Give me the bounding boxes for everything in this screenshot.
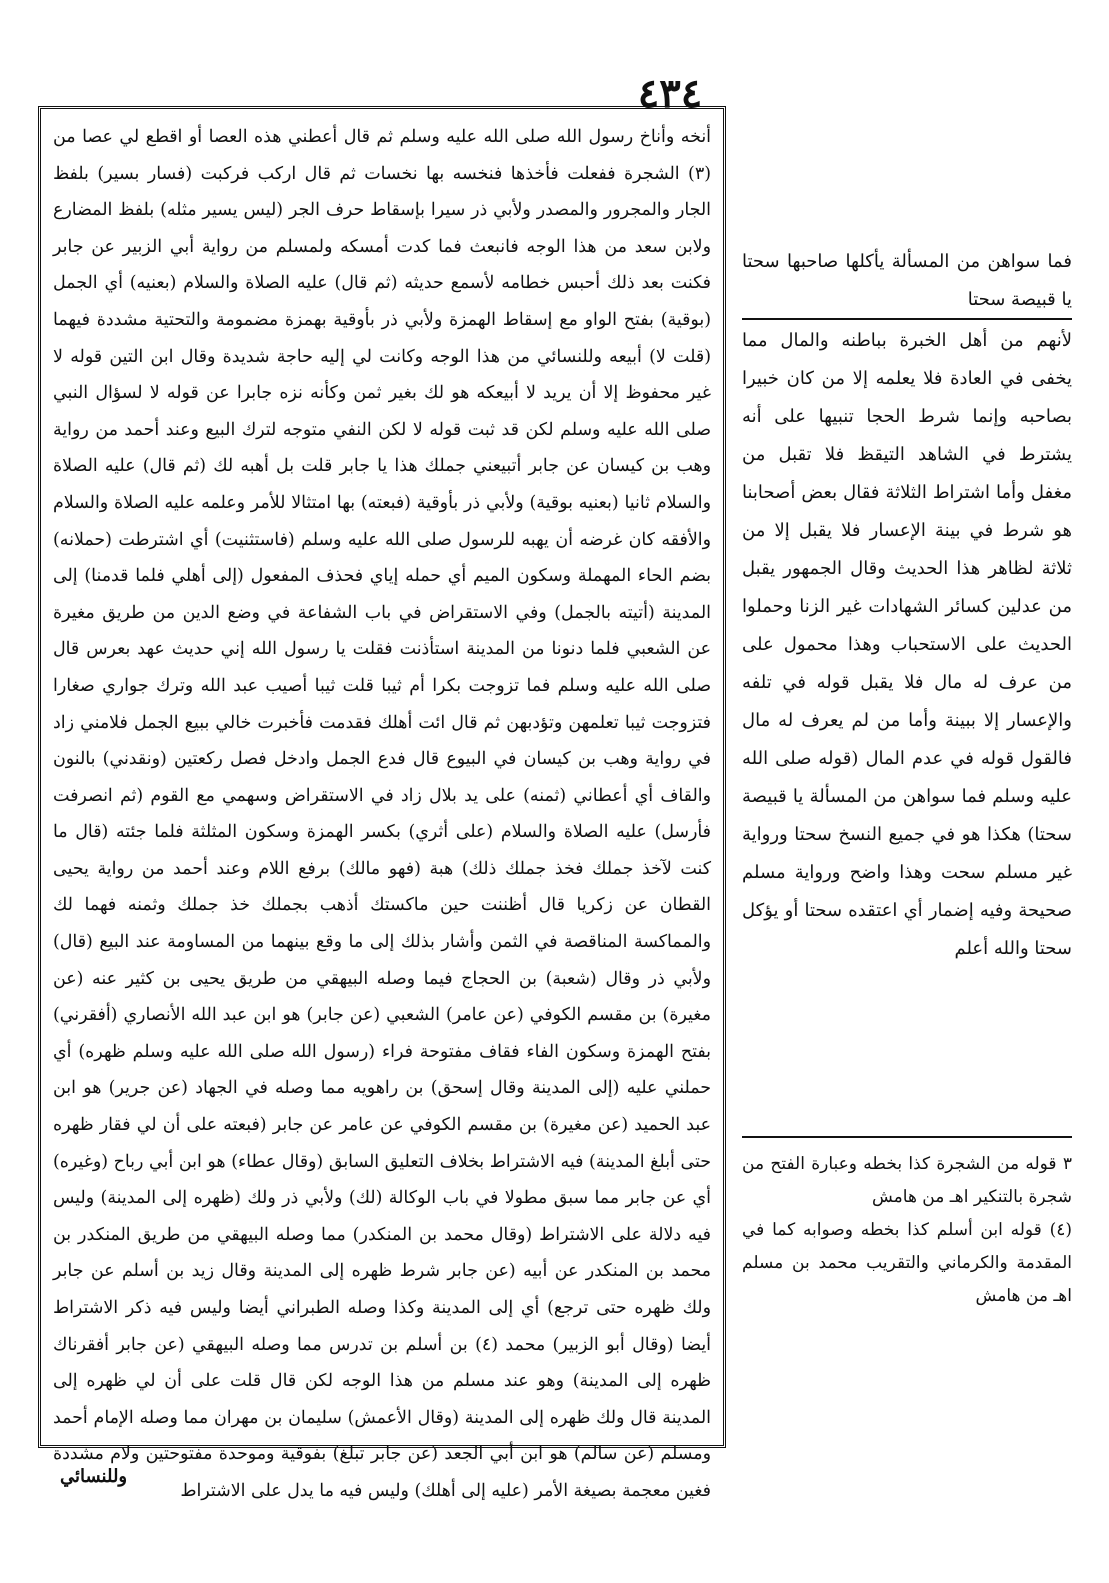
margin-divider (742, 318, 1072, 320)
footnote-4: (٤) قوله ابن أسلم كذا بخطه وصوابه كما في المقدمة والكرماني والتقريب محمد بن مسلم اهـ من هامش (742, 1220, 1072, 1306)
main-paragraph: أنخه وأناخ رسول الله صلى الله عليه وسلم ثم قال أعطني هذه العصا أو اقطع لي عصا من (٣) الشجرة ففعلت فأخذها فنخسه بها نخسات ثم قال اركب فركبت (فسار بسير) بلفظ الجار والمجرور والمصدر ولأبي ذر سيرا بإسقاط حرف الجر (ليس يسير مثله) بلفظ المضارع ولابن سعد من هذا الوجه فانبعث فما كدت أمسكه ولمسلم من رواية أبي الزبير عن جابر فكنت بعد ذلك أحبس خطامه لأسمع حديثه (ثم قال) عليه الصلاة والسلام (بعنيه) أي الجمل (بوقية) بفتح الواو مع إسقاط الهمزة ولأبي ذر بأوقية بهمزة مضمومة والتحتية مشددة فيهما (قلت لا) أبيعه وللنسائي من هذا الوجه وكانت لي إليه حاجة شديدة وقال ابن التين قوله لا غير محفوظ إلا أن يريد لا أبيعكه هو لك بغير ثمن وكأنه نزه جابرا عن قوله لا لسؤال النبي صلى الله عليه وسلم لكن قد ثبت قوله لا لكن النفي متوجه لترك البيع وعند أحمد من رواية وهب بن كيسان عن جابر أتبيعني جملك هذا يا جابر قلت بل أهبه لك (ثم قال) عليه الصلاة والسلام ثانيا (بعنيه بوقية) ولأبي ذر بأوقية (فبعته) بها امتثالا للأمر وعلمه عليه الصلاة والسلام والأفقه كان غرضه أن يهبه للرسول صلى الله عليه وسلم (فاستثنيت) أي اشترطت (حملانه) بضم الحاء المهملة وسكون الميم أي حمله إياي فحذف المفعول (إلى أهلي فلما قدمنا) إلى المدينة (أتيته بالجمل) وفي الاستقراض في باب الشفاعة في وضع الدين من طريق مغيرة عن الشعبي فلما دنونا من المدينة استأذنت فقلت يا رسول الله إني حديث عهد بعرس قال صلى الله عليه وسلم فما تزوجت بكرا أم ثيبا قلت ثيبا أصيب عبد الله وترك جواري صغارا فتزوجت ثيبا تعلمهن وتؤدبهن ثم قال ائت أهلك فقدمت فأخبرت خالي ببيع الجمل فلامني زاد في رواية وهب بن كيسان في البيوع قال فدع الجمل وادخل فصل ركعتين (ونقدني) بالنون والقاف أي أعطاني (ثمنه) على يد بلال زاد في الاستقراض وسهمي مع القوم (ثم انصرفت فأرسل) عليه الصلاة والسلام (على أثري) بكسر الهمزة وسكون المثلثة فلما جئته (قال ما كنت لآخذ جملك فخذ جملك ذلك) هبة (فهو مالك) برفع اللام وعند أحمد من رواية يحيى القطان عن زكريا قال أظننت حين ماكستك أذهب بجملك خذ جملك وثمنه فهما لك والمماكسة المناقصة في الثمن وأشار بذلك إلى ما وقع بينهما من المساومة عند البيع (قال) ولأبي ذر وقال (شعبة) بن الحجاج فيما وصله البيهقي من طريق يحيى بن كثير عنه (عن مغيرة) بن مقسم الكوفي (عن عامر) الشعبي (عن جابر) هو ابن عبد الله الأنصاري (أفقرني) بفتح الهمزة وسكون الفاء فقاف مفتوحة فراء (رسول الله صلى الله عليه وسلم ظهره) أي حملني عليه (إلى المدينة وقال إسحق) بن راهويه مما وصله في الجهاد (عن جرير) هو ابن عبد الحميد (عن مغيرة) بن مقسم الكوفي عن عامر عن جابر (فبعته على أن لي فقار ظهره حتى أبلغ المدينة) فيه الاشتراط بخلاف التعليق السابق (وقال عطاء) هو ابن أبي رباح (وغيره) أي عن جابر مما سبق مطولا في باب الوكالة (لك) ولأبي ذر ولك (ظهره إلى المدينة) وليس فيه دلالة على الاشتراط (وقال محمد بن المنكدر) مما وصله البيهقي من طريق المنكدر بن محمد بن المنكدر عن أبيه (عن جابر شرط ظهره إلى المدينة وقال زيد بن أسلم عن جابر ولك ظهره حتى ترجع) أي إلى المدينة وكذا وصله الطبراني أيضا وليس فيه ذكر الاشتراط أيضا (وقال أبو الزبير) محمد (٤) بن أسلم بن تدرس مما وصله البيهقي (عن جابر أفقرناك ظهره إلى المدينة) وهو عند مسلم من هذا الوجه لكن قال قلت على أن لي ظهره إلى المدينة قال ولك ظهره إلى المدينة (وقال الأعمش) سليمان بن مهران مما وصله الإمام أحمد ومسلم (عن سالم) هو ابن أبي الجعد (عن جابر تبلغ) بفوقية وموحدة مفتوحتين ولام مشددة فغين معجمة بصيغة الأمر (عليه إلى أهلك) وليس فيه ما يدل على الاشتراط (53, 127, 712, 1501)
footnote-3: ٣ قوله من الشجرة كذا بخطه وعبارة الفتح من شجرة بالتنكير اهـ من هامش (742, 1154, 1072, 1207)
main-text-frame (38, 106, 726, 1501)
footnote-divider (742, 1136, 1072, 1138)
main-text-body (53, 119, 711, 1510)
margin-commentary: لأنهم من أهل الخبرة بباطنه والمال مما يخفى في العادة فلا يعلمه إلا من كان خبيرا بصاحبه وإنما شرط الحجا تنبيها على أنه يشترط في الشاهد التيقظ فلا تقبل من مغفل وأما اشتراط الثلاثة فقال بعض أصحابنا هو شرط في بينة الإعسار فلا يقبل إلا من ثلاثة لظاهر هذا الحديث وقال الجمهور يقبل من عدلين كسائر الشهادات غير الزنا وحملوا الحديث على الاستحباب وهذا محمول على من عرف له مال فلا يقبل قوله في تلفه والإعسار إلا ببينة وأما من لم يعرف له مال فالقول قوله في عدم المال (قوله صلى الله عليه وسلم فما سواهن من المسألة يا قبيصة سحتا) هكذا هو في جميع النسخ سحتا ورواية غير مسلم سحت وهذا واضح ورواية مسلم صحيحة وفيه إضمار أي اعتقده سحتا أو يؤكل سحتا والله أعلم (742, 330, 1072, 959)
margin-matn-heading: فما سواهن من المسألة يأكلها صاحبها سحتا يا قبيصة سحتا (742, 251, 1072, 310)
footnotes (742, 1148, 1072, 1313)
page-number: ٤٣٤ (637, 70, 703, 117)
catchword: وللنسائي (60, 1466, 128, 1487)
